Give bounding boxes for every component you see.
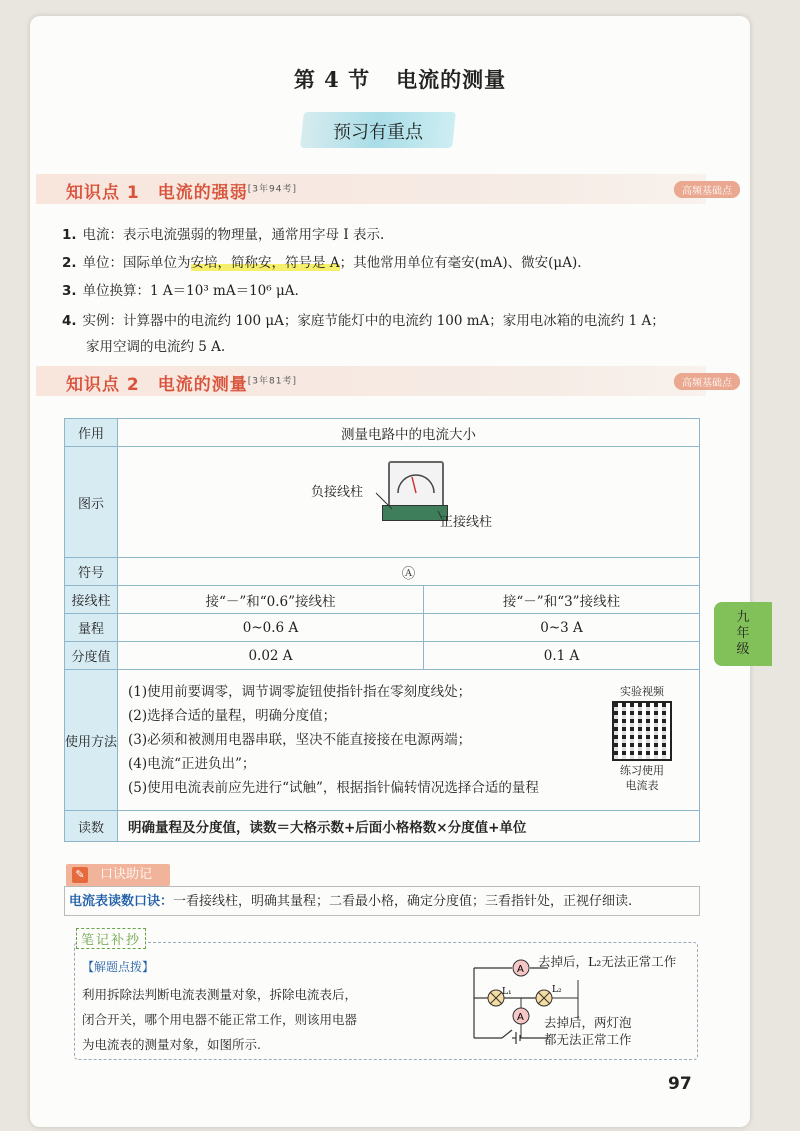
- figure-cell: [118, 447, 700, 558]
- qr-top-label: 实验视频: [620, 685, 664, 698]
- table-cell: 0.02 A: [118, 642, 424, 670]
- item-text: 家用空调的电流约 5 A.: [86, 339, 226, 355]
- row-header: 符号: [65, 558, 118, 586]
- item-text: 单位换算：1 A＝10³ mA＝10⁶ μA.: [82, 283, 299, 299]
- table-cell: 0~3 A: [424, 614, 700, 642]
- side-tab-char: 级: [736, 642, 750, 657]
- qr-bottom-label: 电流表: [625, 779, 659, 792]
- bulb-l2-icon: [536, 990, 552, 1006]
- row-header: 图示: [65, 447, 118, 558]
- ammeter-a2-icon: [513, 1008, 529, 1024]
- list-item: [86, 336, 726, 358]
- usage-item: (3)必须和被测用电器串联，坚决不能直接接在电源两端；: [128, 732, 472, 748]
- table-row: [65, 447, 700, 558]
- table-cell: 接“－”和“0.6”接线柱: [118, 586, 424, 614]
- row-header: 量程: [65, 614, 118, 642]
- qr-code-panel[interactable]: [603, 684, 681, 793]
- kp1-title-text: 知识点 1 电流的强弱: [66, 183, 248, 203]
- circuit-label-2: [544, 1014, 632, 1048]
- notes-text: [82, 982, 382, 1057]
- circuit-label-2b: 都无法正常工作: [544, 1032, 632, 1047]
- purpose-cell: 测量电路中的电流大小: [118, 419, 700, 447]
- item-number: 2.: [62, 255, 77, 271]
- ammeter-a1-label: A: [517, 964, 524, 975]
- item-text: 实例：计算器中的电流约 100 μA；家庭节能灯中的电流约 100 mA；家用电冰箱的电流约 1 A；: [82, 313, 665, 329]
- list-item: [62, 224, 702, 246]
- ammeter-a1-icon: [513, 960, 529, 976]
- row-header: 使用方法: [65, 670, 118, 811]
- table-row: [65, 586, 700, 614]
- kp2-title-text: 知识点 2 电流的测量: [66, 375, 248, 395]
- item-number: 1.: [62, 227, 77, 243]
- page-title: [0, 64, 800, 94]
- row-header: 分度值: [65, 642, 118, 670]
- kp1-tag: 高频基础点: [674, 181, 740, 198]
- qr-bottom-label: 练习使用: [620, 764, 664, 777]
- usage-item: (4)电流“正进负出”；: [128, 756, 256, 772]
- section-number: 第 4 节: [293, 67, 371, 92]
- item-text: 电流：表示电流强弱的物理量，通常用字母 I 表示.: [82, 227, 385, 243]
- table-row: [65, 558, 700, 586]
- mnemonic-lead: 电流表读数口诀：: [69, 894, 174, 909]
- grade-side-tab[interactable]: [714, 602, 772, 666]
- reading-cell: 明确量程及分度值，读数＝大格示数+后面小格格数×分度值+单位: [118, 811, 700, 842]
- item-number: 4.: [62, 313, 77, 329]
- kp2-frequency: [3年81考]: [247, 376, 297, 387]
- tips-label: 【解题点拨】: [82, 960, 155, 974]
- side-tab-char: 九: [736, 610, 750, 625]
- item-text: ；其他常用单位有毫安(mA)、微安(μA).: [339, 255, 582, 271]
- knowledge-point-2-title: [66, 370, 297, 395]
- section-title: 电流的测量: [396, 67, 507, 92]
- side-tab-char: 年: [736, 626, 750, 641]
- row-header: 作用: [65, 419, 118, 447]
- table-row: [65, 419, 700, 447]
- mnemonic-header: 口诀助记: [66, 864, 170, 886]
- list-item: [62, 280, 702, 302]
- positive-post-label: 正接线柱: [440, 515, 493, 530]
- mnemonic-box: [64, 886, 700, 916]
- usage-cell: [118, 670, 700, 811]
- notes-line: 为电流表的测量对象，如图所示.: [82, 1037, 261, 1052]
- preview-banner: 预习有重点: [333, 122, 423, 143]
- circuit-label-2a: 去掉后，两灯泡: [544, 1015, 632, 1030]
- circuit-label-1: 去掉后，L₂无法正常工作: [538, 954, 677, 969]
- list-item: [62, 310, 702, 332]
- pen-icon: ✎: [72, 867, 88, 883]
- notes-line: 利用拆除法判断电流表测量对象，拆除电流表后，: [82, 987, 358, 1002]
- usage-list: [118, 674, 699, 806]
- list-item: [62, 252, 702, 274]
- usage-item: (5)使用电流表前应先进行“试触”，根据指针偏转情况选择合适的量程: [128, 780, 539, 796]
- usage-item: (2)选择合适的量程，明确分度值；: [128, 708, 337, 724]
- mnemonic-text: 一看接线柱，明确其量程；二看最小格，确定分度值；三看指针处，正视仔细读.: [173, 894, 633, 909]
- item-text: 单位：国际单位为: [82, 255, 191, 271]
- table-cell: 接“－”和“3”接线柱: [424, 586, 700, 614]
- kp2-tag: 高频基础点: [674, 373, 740, 390]
- negative-post-label: 负接线柱: [311, 485, 364, 500]
- usage-item: (1)使用前要调零，调节调零旋钮使指针指在零刻度线处；: [128, 684, 472, 700]
- l1-label: L₁: [502, 987, 512, 997]
- ammeter-a2-label: A: [517, 1012, 524, 1023]
- ammeter-figure: [118, 447, 699, 557]
- table-row: [65, 642, 700, 670]
- row-header: 读数: [65, 811, 118, 842]
- notes-line: 闭合开关，哪个用电器不能正常工作，则该用电器: [82, 1012, 358, 1027]
- qr-code-icon[interactable]: [612, 701, 672, 761]
- l2-label: L₂: [552, 985, 562, 995]
- table-cell: 0.1 A: [424, 642, 700, 670]
- symbol-cell: Ⓐ: [118, 558, 700, 586]
- table-cell: 0~0.6 A: [118, 614, 424, 642]
- kp1-frequency: [3年94考]: [247, 184, 297, 195]
- item-number: 3.: [62, 283, 77, 299]
- knowledge-point-1-title: [66, 178, 297, 203]
- row-header: 接线柱: [65, 586, 118, 614]
- table-row: [65, 670, 700, 811]
- highlighted-text: 安培，简称安，符号是 A: [190, 255, 340, 271]
- notes-header: 笔记补抄: [76, 928, 146, 949]
- table-row: [65, 614, 700, 642]
- table-row: [65, 811, 700, 842]
- ammeter-table: [64, 418, 700, 842]
- page-number: 97: [668, 1074, 692, 1094]
